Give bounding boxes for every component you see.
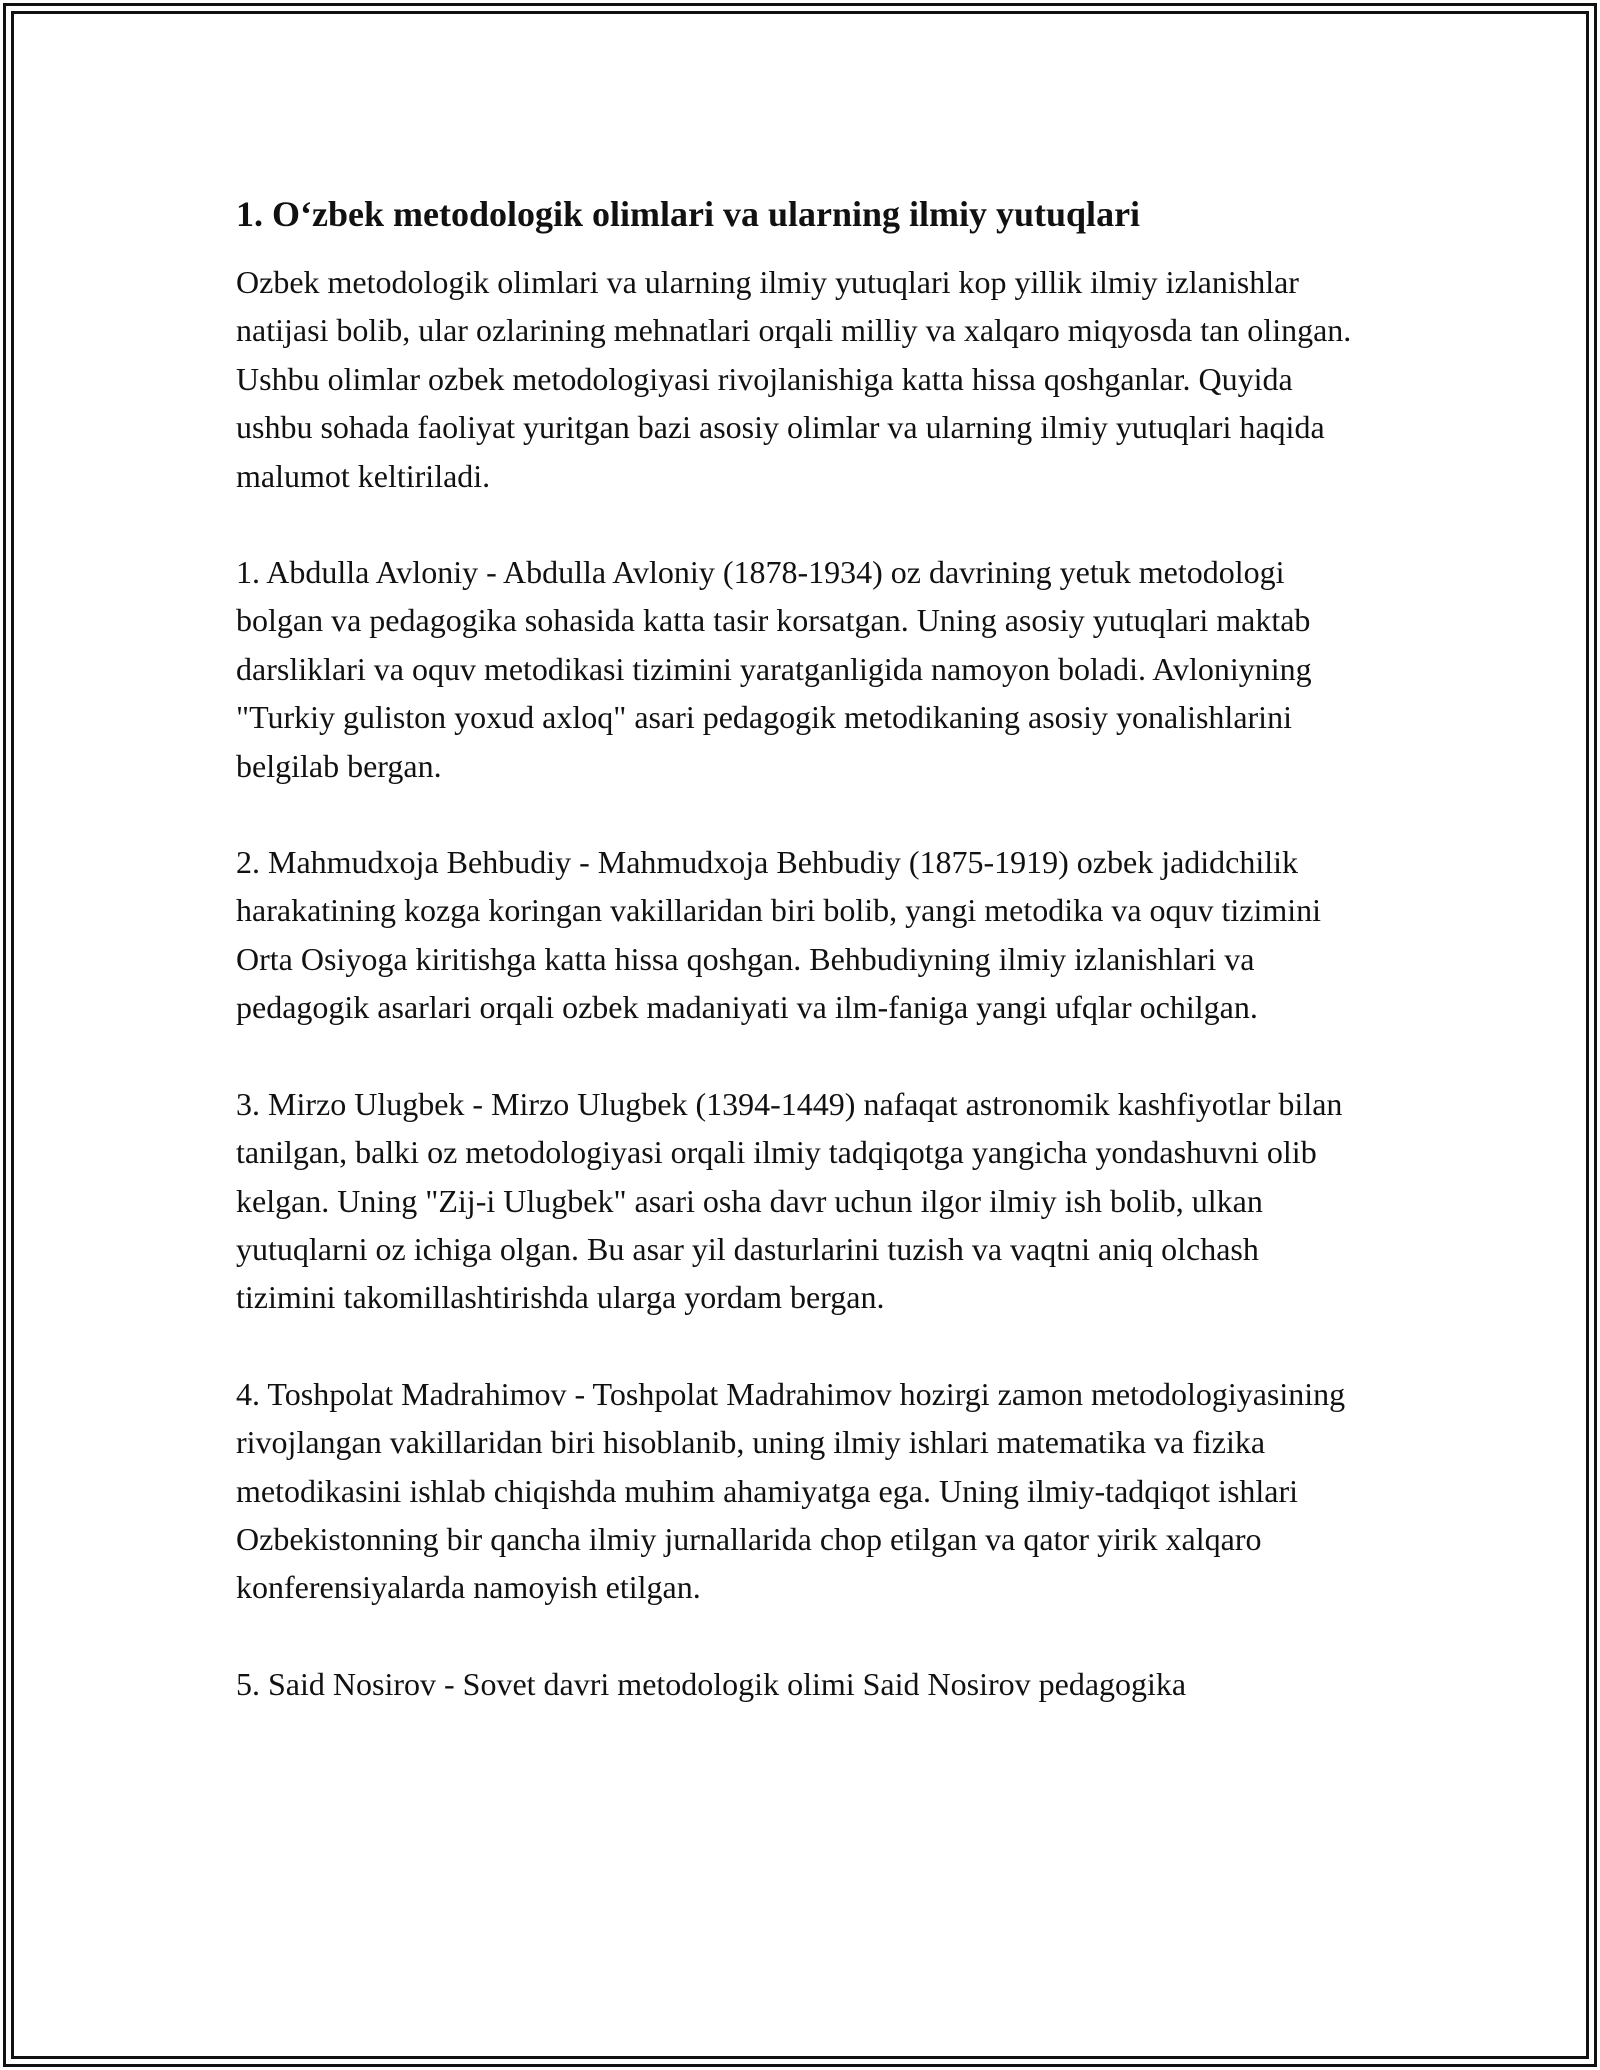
document-body bbox=[236, 190, 1366, 1756]
paragraph-ulugbek: 3. Mirzo Ulugbek - Mirzo Ulugbek (1394-1449) nafaqat astronomik kashfiyotlar bilan tanilgan, balki oz metodologiyasi orqali ilmiy tadqiqotga yangicha yondashuvni olib kelgan. Uning "Zij-i Ulugbek" asari osha davr uchun ilgor ilmiy ish bolib, ulkan yutuqlarni oz ichiga olgan. Bu asar yil dasturlarini tuzish va vaqtni aniq olchash tizimini takomillashtirishda ularga yordam bergan. bbox=[236, 1085, 1343, 1316]
paragraph-nosirov: 5. Said Nosirov - Sovet davri metodologik olimi Said Nosirov pedagogika bbox=[236, 1665, 1187, 1702]
section-heading: 1. O‘zbek metodologik olimlari va ularning ilmiy yutuqlari bbox=[236, 194, 1141, 234]
intro-paragraph: Ozbek metodologik olimlari va ularning ilmiy yutuqlari kop yillik ilmiy izlanishlar natijasi bolib, ular ozlarining mehnatlari orqali milliy va xalqaro miqyosda tan olingan. Ushbu olimlar ozbek metodologiyasi rivojlanishiga katta hissa qoshganlar. Quyida ushbu sohada faoliyat yuritgan bazi asosiy olimlar va ularning ilmiy yutuqlari haqida malumot keltiriladi. bbox=[236, 264, 1352, 494]
paragraph-madrahimov: 4. Toshpolat Madrahimov - Toshpolat Madrahimov hozirgi zamon metodologiyasining rivojlangan vakillaridan biri hisoblanib, uning ilmiy ishlari matematika va fizika metodikasini ishlab chiqishda muhim ahamiyatga ega. Uning ilmiy-tadqiqot ishlari Ozbekistonning bir qancha ilmiy jurnallarida chop etilgan va qator yirik xalqaro konferensiyalarda namoyish etilgan. bbox=[236, 1375, 1346, 1606]
paragraph-avloniy: 1. Abdulla Avloniy - Abdulla Avloniy (1878-1934) oz davrining yetuk metodologi bolgan va pedagogika sohasida katta tasir korsatgan. Uning asosiy yutuqlari maktab darsliklari va oquv metodikasi tizimini yaratganligida namoyon boladi. Avloniyning "Turkiy guliston yoxud axloq" asari pedagogik metodikaning asosiy yonalishlarini belgilab bergan. bbox=[236, 554, 1312, 784]
paragraph-behbudiy: 2. Mahmudxoja Behbudiy - Mahmudxoja Behbudiy (1875-1919) ozbek jadidchilik harakatining kozga koringan vakillaridan biri bolib, yangi metodika va oquv tizimini Orta Osiyoga kiritishga katta hissa qoshgan. Behbudiyning ilmiy izlanishlari va pedagogik asarlari orqali ozbek madaniyati va ilm-faniga yangi ufqlar ochilgan. bbox=[236, 844, 1322, 1026]
